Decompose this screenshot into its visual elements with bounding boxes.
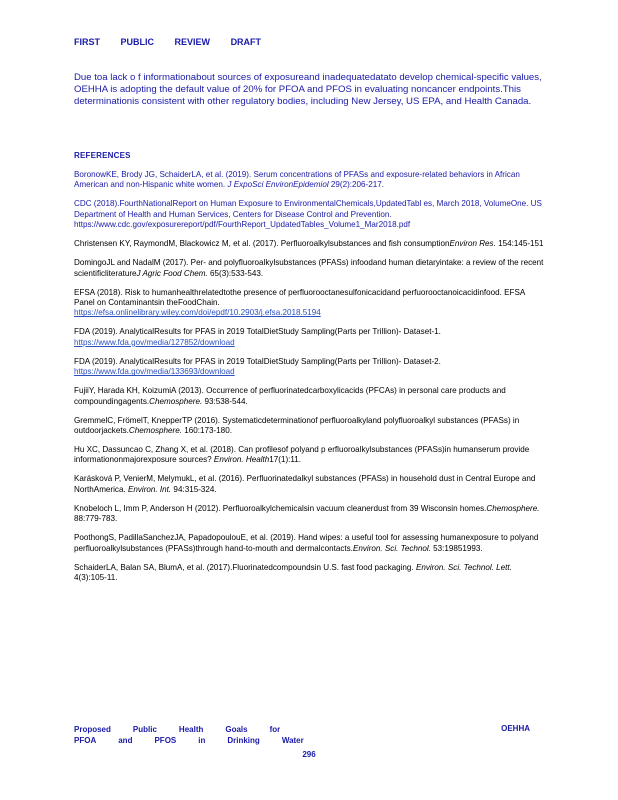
- page-number: 296: [302, 750, 316, 759]
- reference-item: BoronowKE, Brody JG, SchaiderLA, et al. (2019). Serum concentrations of PFASs and exposure-related behaviors in African American and non-Hispanic white women. J ExpoSci EnvironEpidemiol 29(2):206-217.: [74, 170, 520, 190]
- footer-title-line: Proposed Public Health Goals for: [74, 725, 281, 734]
- reference-item: SchaiderLA, Balan SA, BlumA, et al. (2017).Fluorinatedcompoundsin U.S. fast food packaging. Environ. Sci. Technol. Lett. 4(3):105-11.: [74, 562, 512, 583]
- draft-header: [74, 37, 279, 47]
- reference-item: CDC (2018).FourthNationalReport on Human Exposure to EnvironmentalChemicals,UpdatedTabl es, March 2018, VolumeOne. US Department of Health and Human Services, Centers for Disease Control and Prevention. https://www.cdc.gov/exposurereport/pdf/FourthReport_UpdatedTables_Volume1_Mar2018.pdf: [74, 199, 542, 230]
- reference-item: FDA (2019). AnalyticalResults for PFAS in 2019 TotalDietStudy Sampling(Parts per Trillion)- Dataset-1. https://www.fda.gov/media/127852/download: [74, 327, 441, 347]
- header-word: FIRST: [74, 37, 100, 47]
- page-footer: [74, 724, 544, 746]
- reference-item: Christensen KY, RaymondM, Blackowicz M, et al. (2017). Perfluoroalkylsubstances and fish consumptionEnviron Res. 154:145-151: [74, 239, 544, 249]
- header-word: REVIEW: [174, 37, 211, 47]
- footer-title-line: PFOA and PFOS in Drinking Water: [74, 736, 304, 745]
- reference-link[interactable]: https://efsa.onlinelibrary.wiley.com/doi/epdf/10.2903/j.efsa.2018.5194: [74, 308, 321, 318]
- reference-item: Hu XC, Dassuncao C, Zhang X, et al. (2018). Can profilesof polyand p erfluoroalkylsubstances (PFASs)in humanserum provide informationonmajorexposure sources? Environ. Health17(1):11.: [74, 445, 530, 465]
- reference-item: GremmelC, FrömelT, KnepperTP (2016). Systematicdeterminationof perfluoroalkyland polyfluoroalkyl substances (PFASs) in outdoorjackets.Chemosphere. 160:173-180.: [74, 415, 520, 436]
- reference-item: FDA (2019). AnalyticalResults for PFAS in 2019 TotalDietStudy Sampling(Parts per Trillion)- Dataset-2. https://www.fda.gov/media/133693/download: [74, 356, 441, 377]
- header-word: DRAFT: [230, 37, 262, 47]
- footer-agency: OEHHA: [501, 724, 530, 733]
- reference-item: PoothongS, PadillaSanchezJA, PapadopoulouE, et al. (2019). Hand wipes: a useful tool for assessing humanexposure to polyand perfluoroalkylsubstances (PFASs)through hand-to-mouth and dermalcontacts.Environ. Sci. Technol. 53:19851993.: [74, 533, 539, 553]
- reference-item: Karásková P, VenierM, MelymukL, et al. (2016). Perfluorinatedalkyl substances (PFASs) in household dust in Central Europe and NorthAmerica. Environ. Int. 94:315-324.: [74, 474, 536, 494]
- header-word: PUBLIC: [120, 37, 155, 47]
- references-heading: REFERENCES: [74, 151, 131, 160]
- reference-item: FujiiY, Harada KH, KoizumiA (2013). Occurrence of perfluorinatedcarboxylicacids (PFCAs) in personal care products and compoundingagents.Chemosphere. 93:538-544.: [74, 386, 506, 406]
- reference-list: [74, 170, 544, 592]
- intro-paragraph: Due toa lack o f informationabout sources of exposureand inadequatedatato develop chemical-specific values, OEHHA is adopting the default value of 20% for PFOA and PFOS in evaluating noncancer endpoints.This determinationis consistent with other regulatory bodies, including New Jersey, US EPA, and Health Canada.: [74, 72, 542, 108]
- reference-item: DomingoJL and NadalM (2017). Per- and polyfluoroalkylsubstances (PFASs) infoodand human dietaryintake: a review of the recent scientificliteratureJ Agric Food Chem. 65(3):533-543.: [74, 258, 544, 278]
- reference-item: Knobeloch L, Imm P, Anderson H (2012). Perfluoroalkylchemicalsin vacuum cleanerdust from 39 Wisconsin homes.Chemosphere. 88:779-783.: [74, 503, 540, 524]
- reference-link[interactable]: https://www.cdc.gov/exposurereport/pdf/FourthReport_UpdatedTables_Volume1_Mar2018.pdf: [74, 220, 411, 230]
- reference-link[interactable]: https://www.fda.gov/media/127852/download: [74, 337, 235, 347]
- reference-item: EFSA (2018). Risk to humanhealthrelatedtothe presence of perfluorooctanesulfonicacidand perfuorooctanoicacidinfood. EFSA Panel on Contaminantsin theFoodChain. https://efsa.onlinelibrary.wiley.com/doi/epdf/10.2903/j.efsa.2018.5194: [74, 287, 525, 318]
- reference-link[interactable]: https://www.fda.gov/media/133693/download: [74, 367, 235, 377]
